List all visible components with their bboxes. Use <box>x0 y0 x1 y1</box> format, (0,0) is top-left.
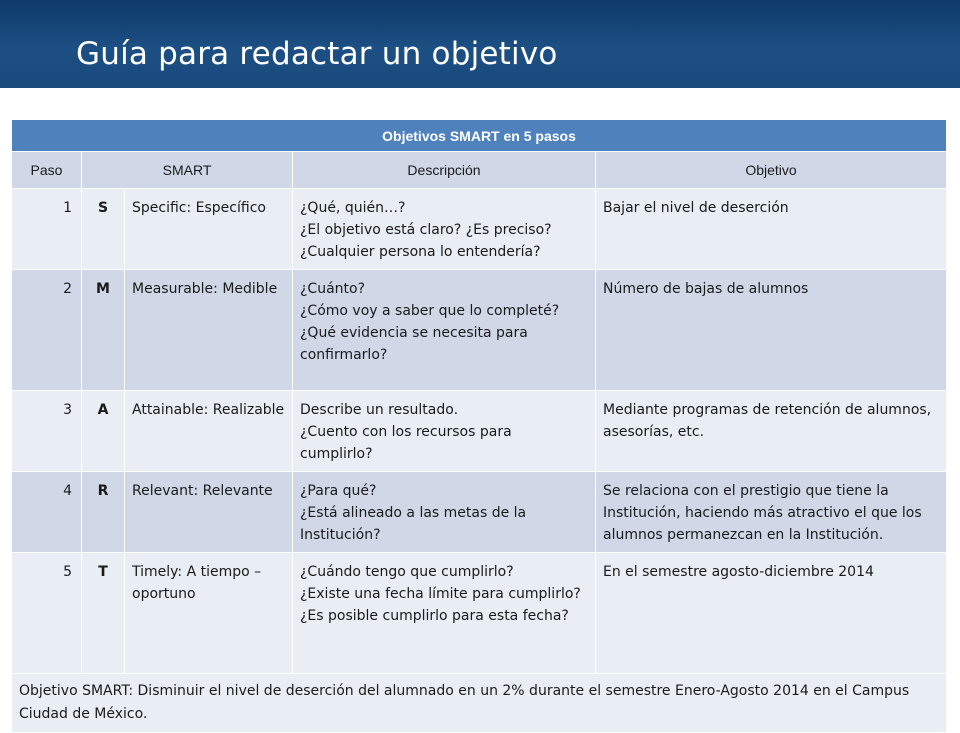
description-line: Describe un resultado. <box>300 402 459 418</box>
row-smart-term: Relevant: Relevante <box>125 472 293 553</box>
row-step-number: 4 <box>12 472 82 553</box>
slide-header <box>0 0 960 88</box>
header-smart: SMART <box>82 152 293 189</box>
table-row <box>12 472 947 553</box>
row-smart-letter: M <box>82 270 125 391</box>
description-line: ¿El objetivo está claro? ¿Es preciso? <box>300 222 552 238</box>
row-smart-term: Specific: Específico <box>125 189 293 270</box>
row-description <box>293 553 596 674</box>
description-line: ¿Cómo voy a saber que lo completé? <box>300 303 560 319</box>
row-smart-letter: T <box>82 553 125 674</box>
description-line: ¿Cualquier persona lo entendería? <box>300 244 541 260</box>
row-smart-letter: R <box>82 472 125 553</box>
smart-objective-summary: Objetivo SMART: Disminuir el nivel de deserción del alumnado en un 2% durante el semestre Enero-Agosto 2014 en el Campus Ciudad de México. <box>12 674 947 733</box>
smart-table <box>11 119 947 733</box>
row-step-number: 1 <box>12 189 82 270</box>
description-line: ¿Cuánto? <box>300 281 366 297</box>
table-footer-row <box>12 674 947 733</box>
row-smart-term: Attainable: Realizable <box>125 391 293 472</box>
row-step-number: 5 <box>12 553 82 674</box>
header-descripcion: Descripción <box>293 152 596 189</box>
description-line: ¿Cuándo tengo que cumplirlo? <box>300 564 514 580</box>
slide-title: Guía para redactar un objetivo <box>76 36 558 72</box>
row-objective: Se relaciona con el prestigio que tiene la Institución, haciendo más atractivo el que los alumnos permanezcan en la Institución. <box>596 472 947 553</box>
header-paso: Paso <box>12 152 82 189</box>
row-description <box>293 391 596 472</box>
row-smart-term: Timely: A tiempo – oportuno <box>125 553 293 674</box>
description-line: ¿Para qué? <box>300 483 377 499</box>
row-smart-letter: S <box>82 189 125 270</box>
description-line: ¿Qué evidencia se necesita para confirmarlo? <box>300 325 528 363</box>
row-description <box>293 189 596 270</box>
row-step-number: 3 <box>12 391 82 472</box>
table-caption-row <box>12 120 947 152</box>
row-objective: Bajar el nivel de deserción <box>596 189 947 270</box>
row-smart-letter: A <box>82 391 125 472</box>
description-line: ¿Es posible cumplirlo para esta fecha? <box>300 608 569 624</box>
table-row <box>12 553 947 674</box>
table-row <box>12 270 947 391</box>
row-step-number: 2 <box>12 270 82 391</box>
table-row <box>12 391 947 472</box>
row-description <box>293 270 596 391</box>
description-line: ¿Existe una fecha límite para cumplirlo? <box>300 586 581 602</box>
table-row <box>12 189 947 270</box>
row-objective: En el semestre agosto-diciembre 2014 <box>596 553 947 674</box>
table-header-row <box>12 152 947 189</box>
table-caption: Objetivos SMART en 5 pasos <box>12 120 947 152</box>
row-description <box>293 472 596 553</box>
row-objective: Número de bajas de alumnos <box>596 270 947 391</box>
description-line: ¿Cuento con los recursos para cumplirlo? <box>300 424 512 462</box>
row-objective: Mediante programas de retención de alumnos, asesorías, etc. <box>596 391 947 472</box>
description-line: ¿Qué, quién…? <box>300 200 406 216</box>
row-smart-term: Measurable: Medible <box>125 270 293 391</box>
header-objetivo: Objetivo <box>596 152 947 189</box>
description-line: ¿Está alineado a las metas de la Institución? <box>300 505 527 543</box>
